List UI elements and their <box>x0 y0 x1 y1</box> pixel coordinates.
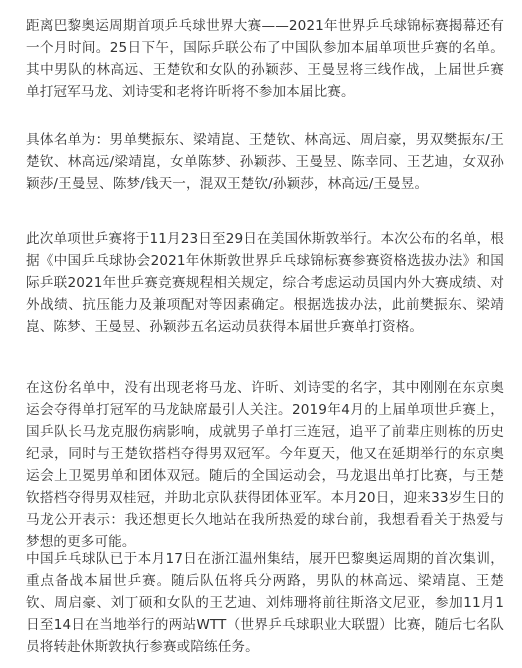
paragraph-intro: 距离巴黎奥运周期首项乒乓球世界大赛——2021年世界乒乓球锦标赛揭幕还有一个月时间。25日下午，国际乒联公布了中国队参加本届单项世乒赛的名单。其中男队的林高远、王楚钦和女队的孙颖莎、王曼昱将三线作战，上届世乒赛单打冠军马龙、刘诗雯和老将许昕将不参加本届比赛。 <box>26 18 504 100</box>
paragraph-schedule: 此次单项世乒赛将于11月23日至29日在美国休斯敦举行。本次公布的名单，根据《中国乒乓球协会2021年休斯敦世界乒乓球锦标赛参赛资格选拔办法》和国际乒联2021年世乒赛竞赛规程相关规定，综合考虑运动员国内外大赛成绩、对外战绩、抗压能力及兼项配对等因素确定。根据选拔办法，此前樊振东、梁靖崑、陈梦、王曼昱、孙颖莎五名运动员获得本届世乒赛单打资格。 <box>26 231 504 335</box>
paragraph-ma-long: 在这份名单中，没有出现老将马龙、许昕、刘诗雯的名字，其中刚刚在东京奥运会夺得单打冠军的马龙缺席最引人关注。2019年4月的上届单项世乒赛上，国乒队长马龙克服伤病影响，成就男子单打三连冠，追平了前辈庄则栋的历史纪录，同时与王楚钦搭档夺得男双冠军。今年夏天，他又在延期举行的东京奥运会上卫冕男单和团体双冠。随后的全国运动会，马龙退出单打比赛，与王楚钦搭档夺得男双桂冠，并助北京队获得团体亚军。本月20日，迎来33岁生日的马龙公开表示：我还想更长久地站在我所热爱的球台前，我想看看关于热爱与梦想的更多可能。 <box>26 380 504 550</box>
paragraph-roster: 具体名单为：男单樊振东、梁靖崑、王楚钦、林高远、周启豪，男双樊振东/王楚钦、林高远/梁靖崑，女单陈梦、孙颖莎、王曼昱、陈幸同、王艺迪，女双孙颖莎/王曼昱、陈梦/钱天一，混双王楚钦/孙颖莎，林高远/王曼昱。 <box>26 132 504 192</box>
paragraph-training: 中国乒乓球队已于本月17日在浙江温州集结，展开巴黎奥运周期的首次集训，重点备战本届世乒赛。随后队伍将兵分两路，男队的林高远、梁靖崑、王楚钦、周启豪、刘丁硕和女队的王艺迪、刘炜珊将前往斯洛文尼亚，参加11月1日至14日在当地举行的两站WTT（世界乒乓球职业大联盟）比赛，随后七名队员将转赴休斯敦执行参赛或陪练任务。 <box>26 551 504 655</box>
